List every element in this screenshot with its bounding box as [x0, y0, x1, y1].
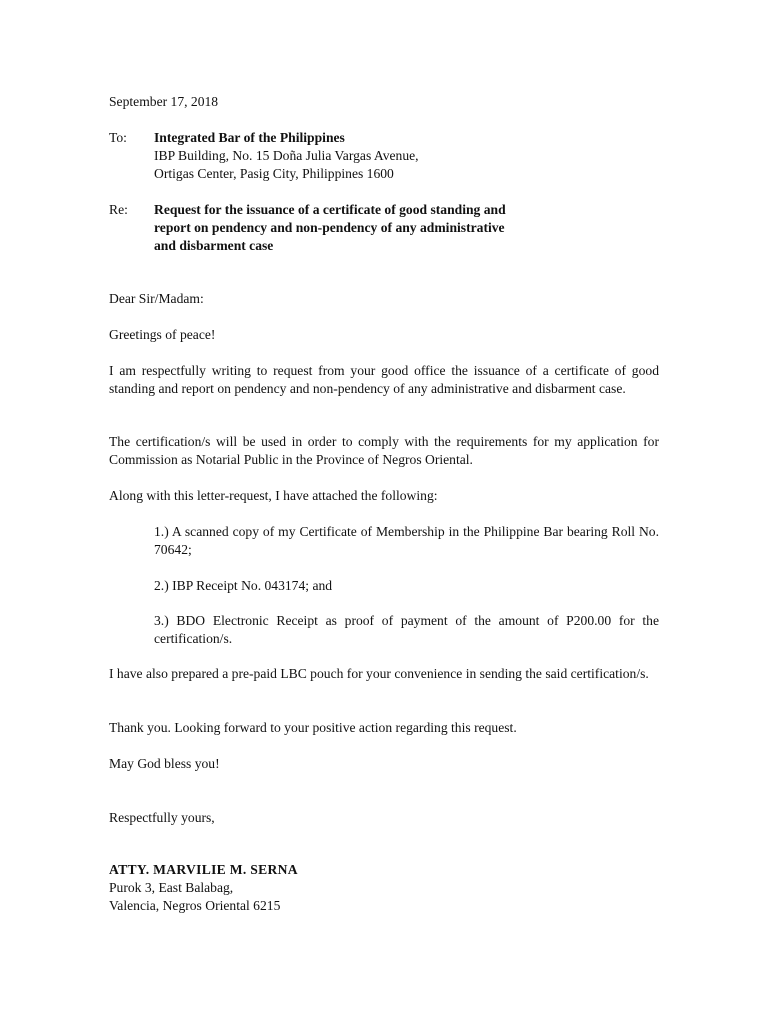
body-paragraph-request: I am respectfully writing to request from your good office the issuance of a certificate of good standing and report on pendency and non-pendency of any administrative and disbarment case. — [109, 363, 659, 396]
salutation: Dear Sir/Madam: — [109, 291, 204, 306]
signature-block — [109, 861, 659, 915]
signatory-name: ATTY. MARVILIE M. SERNA — [109, 862, 298, 877]
attachment-item-2: 2.) IBP Receipt No. 043174; and — [154, 578, 333, 593]
greeting: Greetings of peace! — [109, 327, 216, 342]
attachment-item-1: 1.) A scanned copy of my Certificate of Membership in the Philippine Bar bearing Roll No. 70642; — [154, 524, 659, 557]
closing-line: Respectfully yours, — [109, 810, 215, 825]
body-paragraph-pouch: I have also prepared a pre-paid LBC pouch for your convenience in sending the said certification/s. — [109, 666, 649, 681]
recipient-block — [154, 129, 419, 183]
recipient-address-line-1: IBP Building, No. 15 Doña Julia Vargas Avenue, — [154, 148, 419, 163]
body-paragraph-purpose: The certification/s will be used in order to comply with the requirements for my application for Commission as Notarial Public in the Province of Negros Oriental. — [109, 434, 659, 467]
signatory-address-line-2: Valencia, Negros Oriental 6215 — [109, 898, 281, 913]
re-label: Re: — [109, 202, 128, 217]
thanks-line: Thank you. Looking forward to your positive action regarding this request. — [109, 720, 517, 735]
subject-line-1: Request for the issuance of a certificate of good standing and — [154, 202, 506, 217]
attachments-intro: Along with this letter-request, I have attached the following: — [109, 488, 438, 503]
recipient-address-line-2: Ortigas Center, Pasig City, Philippines 1600 — [154, 166, 394, 181]
subject-block — [154, 201, 506, 255]
letter-date: September 17, 2018 — [109, 94, 219, 109]
attachment-item-3: 3.) BDO Electronic Receipt as proof of payment of the amount of P200.00 for the certification/s. — [154, 613, 659, 646]
to-label: To: — [109, 130, 127, 145]
subject-line-3: and disbarment case — [154, 238, 274, 253]
recipient-name: Integrated Bar of the Philippines — [154, 130, 345, 145]
blessing-line: May God bless you! — [109, 756, 220, 771]
signatory-address-line-1: Purok 3, East Balabag, — [109, 880, 234, 895]
subject-line-2: report on pendency and non-pendency of any administrative — [154, 220, 505, 235]
